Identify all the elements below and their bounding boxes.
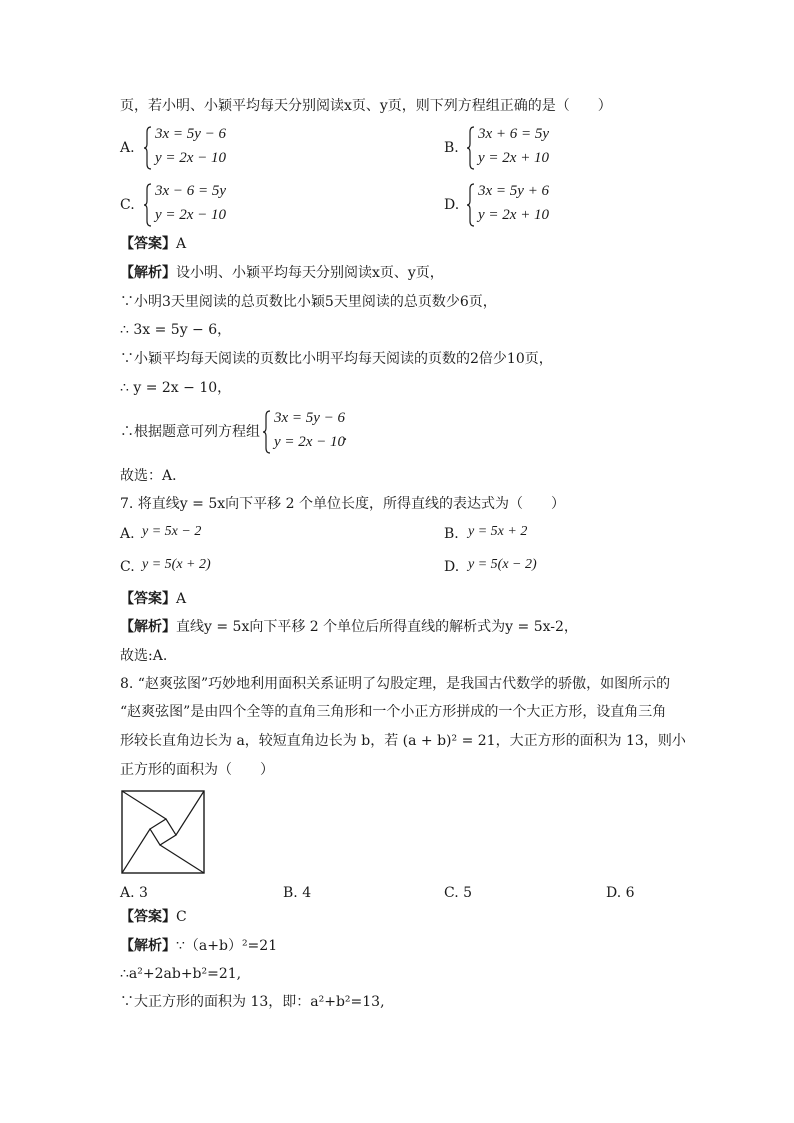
- equation-2: y = 2x − 10: [155, 207, 227, 223]
- equation-2: y = 2x − 10: [155, 150, 227, 166]
- q7-conclusion: 故选:A.: [120, 648, 168, 664]
- equation-1: 3x + 6 = 5y: [478, 126, 550, 142]
- option-expression: y = 5x − 2: [142, 524, 202, 539]
- q7-analysis: [120, 617, 578, 637]
- equation-system: [466, 183, 666, 231]
- triangle-edge: [176, 791, 204, 835]
- brace-icon: [143, 126, 153, 170]
- triangle-edge: [122, 829, 150, 873]
- q6-final-system: [262, 410, 382, 458]
- equation-2: y = 2x − 10: [274, 434, 346, 450]
- inner-square: [150, 819, 176, 845]
- analysis-text: 直线y = 5x向下平移 2 个单位后所得直线的解析式为y = 5x-2，: [176, 619, 578, 635]
- answer-tag: 【答案】: [120, 909, 176, 925]
- answer-value: A: [176, 591, 187, 607]
- option-label: C.: [120, 559, 135, 575]
- brace-icon: [466, 126, 476, 170]
- period: .: [343, 428, 348, 444]
- q6-analysis-line: ∴根据题意可列方程组: [120, 424, 260, 440]
- option-label: A.: [120, 140, 135, 156]
- q8-choice-c: C. 5: [444, 885, 473, 901]
- q8-analysis-line: ∵大正方形的面积为 13，即：a²+b²=13,: [120, 994, 385, 1010]
- equation-1: 3x − 6 = 5y: [155, 183, 227, 199]
- brace-icon: [143, 183, 153, 227]
- option-label: B.: [444, 526, 459, 542]
- answer-tag: 【答案】: [120, 591, 176, 607]
- brace-icon: [466, 183, 476, 227]
- triangle-edge: [160, 845, 204, 873]
- outer-square: [122, 791, 204, 873]
- q6-analysis-line: ∵小颖平均每天阅读的页数比小明平均每天阅读的页数的2倍少10页，: [120, 351, 553, 367]
- analysis-tag: 【解析】: [120, 619, 176, 635]
- option-label: B.: [444, 140, 459, 156]
- option-expression: y = 5(x − 2): [468, 557, 537, 572]
- equation-system: [143, 183, 343, 231]
- equation-system: [466, 126, 666, 174]
- analysis-text: ∵（a+b）²=21: [176, 938, 278, 954]
- q8-stem-line: 形较长直角边长为 a，较短直角边长为 b，若 (a + b)² = 21，大正方形的面积为 13，则小: [120, 733, 686, 749]
- q8-choice-a: A. 3: [120, 885, 148, 901]
- q6-analysis-line: [120, 263, 444, 283]
- q7-answer: [120, 589, 186, 609]
- q6-conclusion: 故选：A．: [120, 468, 187, 484]
- analysis-tag: 【解析】: [120, 938, 176, 954]
- answer-tag: 【答案】: [120, 236, 176, 252]
- equation-2: y = 2x + 10: [478, 150, 550, 166]
- zhao-shuang-diagram: [121, 790, 205, 874]
- brace-icon: [262, 410, 272, 454]
- q6-analysis-line: ∴ y = 2x − 10，: [120, 380, 232, 396]
- equation-1: 3x = 5y + 6: [478, 183, 550, 199]
- option-label: C.: [120, 197, 135, 213]
- option-expression: y = 5(x + 2): [142, 557, 211, 572]
- analysis-text: 设小明、小颖平均每天分别阅读x页、y页，: [176, 265, 444, 281]
- q6-stem-tail: 页，若小明、小颖平均每天分别阅读x页、y页，则下列方程组正确的是（ ）: [120, 98, 612, 114]
- equation-system: [143, 126, 343, 174]
- equation-1: 3x = 5y − 6: [274, 410, 346, 426]
- q8-answer: [120, 907, 187, 927]
- q8-stem-line: “赵爽弦图”是由四个全等的直角三角形和一个小正方形拼成的一个大正方形，设直角三角: [120, 704, 667, 720]
- option-label: D.: [444, 197, 460, 213]
- q8-analysis-line: [120, 936, 277, 956]
- q8-stem-line: 8. “赵爽弦图”巧妙地利用面积关系证明了勾股定理，是我国古代数学的骄傲，如图所示的: [120, 676, 671, 692]
- answer-value: C: [176, 909, 187, 925]
- q8-stem-line: 正方形的面积为（ ）: [120, 762, 274, 778]
- equation-2: y = 2x + 10: [478, 207, 550, 223]
- q6-analysis-line: ∵小明3天里阅读的总页数比小颖5天里阅读的总页数少6页，: [120, 294, 497, 310]
- q8-choice-b: B. 4: [283, 885, 312, 901]
- option-label: A.: [120, 526, 135, 542]
- q8-analysis-line: ∴a²+2ab+b²=21,: [120, 966, 242, 982]
- option-label: D.: [444, 559, 460, 575]
- q8-choice-d: D. 6: [606, 885, 635, 901]
- equation-1: 3x = 5y − 6: [155, 126, 227, 142]
- q6-analysis-line: ∴ 3x = 5y − 6，: [120, 322, 232, 338]
- q7-stem: 7. 将直线y = 5x向下平移 2 个单位长度，所得直线的表达式为（ ）: [120, 496, 565, 512]
- triangle-edge: [122, 791, 166, 819]
- analysis-tag: 【解析】: [120, 265, 176, 281]
- q6-answer: [120, 234, 186, 254]
- option-expression: y = 5x + 2: [468, 524, 528, 539]
- answer-value: A: [176, 236, 187, 252]
